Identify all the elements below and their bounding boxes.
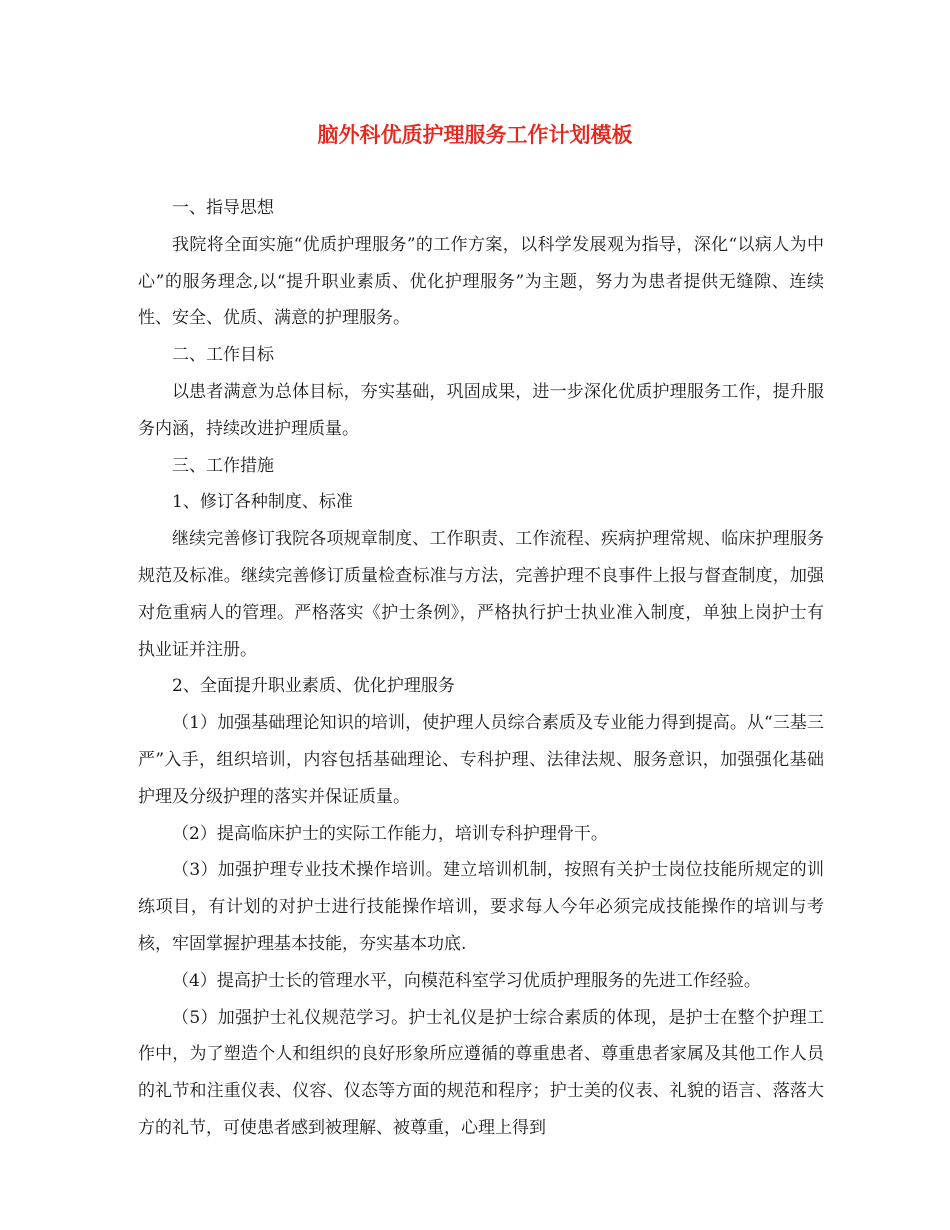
list-item-2: （2）提高临床护士的实际工作能力，培训专科护理骨干。	[172, 823, 608, 844]
section-heading-work-measures: 三、工作措施	[172, 455, 274, 476]
paragraph-revise-standards: 继续完善修订我院各项规章制度、工作职责、工作流程、疾病护理常规、临床护理服务规范及标准。继续完善修订质量检查标准与方法，完善护理不良事件上报与督查制度，加强对危重病人的管理。严格落实《护士条例》，严格执行护士执业准入制度，单独上岗护士有执业证并注册。	[138, 529, 824, 660]
list-item-4: （4）提高护士长的管理水平，向模范科室学习优质护理服务的先进工作经验。	[172, 970, 761, 991]
section-heading-work-goals: 二、工作目标	[172, 345, 274, 366]
subheading-revise-standards: 1、修订各种制度、标准	[172, 492, 353, 513]
document-title: 脑外科优质护理服务工作计划模板	[317, 122, 633, 147]
paragraph-guiding-ideology: 我院将全面实施“优质护理服务”的工作方案，以科学发展观为指导，深化“以病人为中心”的服务理念,以“提升职业素质、优化护理服务”为主题，努力为患者提供无缝隙、连续性、安全、优质、满意的护理服务。	[138, 234, 824, 329]
list-item-3: （3）加强护理专业技术操作培训。建立培训机制，按照有关护士岗位技能所规定的训练项目，有计划的对护士进行技能操作培训，要求每人今年必须完成技能操作的培训与考核，牢固掌握护理基本技能，夯实基本功底.	[138, 860, 824, 954]
document-body	[138, 190, 824, 1147]
subheading-improve-quality: 2、全面提升职业素质、优化护理服务	[172, 676, 455, 697]
list-item-1: （1）加强基础理论知识的培训，使护理人员综合素质及专业能力得到提高。从“三基三严”入手，组织培训，内容包括基础理论、专科护理、法律法规、服务意识，加强强化基础护理及分级护理的落实并保证质量。	[138, 713, 824, 807]
section-heading-guiding-ideology: 一、指导思想	[172, 198, 274, 218]
paragraph-work-goals: 以患者满意为总体目标，夯实基础，巩固成果，进一步深化优质护理服务工作，提升服务内涵，持续改进护理质量。	[138, 381, 824, 439]
list-item-5: （5）加强护士礼仪规范学习。护士礼仪是护士综合素质的体现，是护士在整个护理工作中，为了塑造个人和组织的良好形象所应遵循的尊重患者、尊重患者家属及其他工作人员的礼节和注重仪表、仪容、仪态等方面的规范和程序；护士美的仪表、礼貌的语言、落落大方的礼节，可使患者感到被理解、被尊重，心理上得到	[138, 1007, 824, 1138]
